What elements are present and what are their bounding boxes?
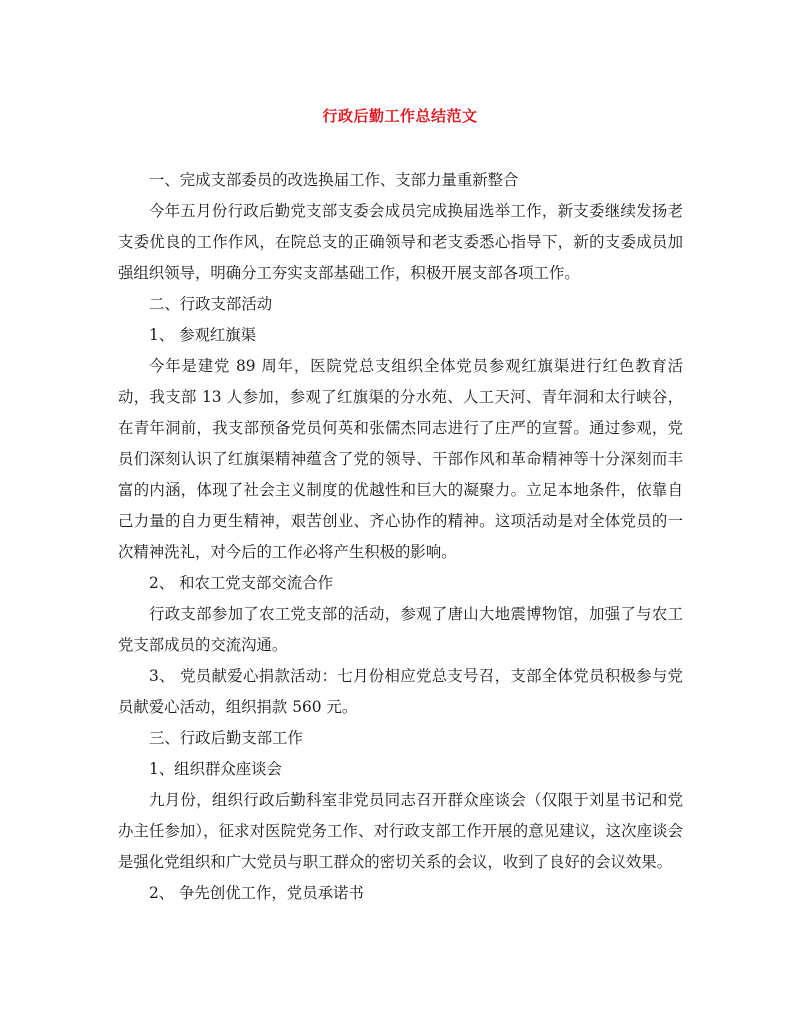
heading-section-2: 二、行政支部活动 bbox=[149, 295, 273, 313]
document-body bbox=[118, 165, 683, 909]
paragraph-exchange: 行政支部参加了农工党支部的活动，参观了唐山大地震博物馆，加强了与农工党支部成员的交流沟通。 bbox=[118, 605, 683, 654]
subheading-hongqiqu: 1、 参观红旗渠 bbox=[149, 326, 257, 344]
heading-section-1: 一、完成支部委员的改选换届工作、支部力量重新整合 bbox=[149, 171, 519, 189]
paragraph-donation: 3、 党员献爱心捐款活动：七月份相应党总支号召，支部全体党员积极参与党员献爱心活动，组织捐款 560 元。 bbox=[118, 667, 683, 716]
paragraph-hongqiqu-visit: 今年是建党 89 周年，医院党总支组织全体党员参观红旗渠进行红色教育活动，我支部 13 人参加，参观了红旗渠的分水苑、人工天河、青年洞和太行峡谷，在青年洞前，我支部预备党员何英和张儒杰同志进行了庄严的宣誓。通过参观，党员们深刻认识了红旗渠精神蕴含了党的领导、干部作风和革命精神等十分深刻而丰富的内涵，体现了社会主义制度的优越性和巨大的凝聚力。立足本地条件，依靠自己力量的自力更生精神，艰苦创业、齐心协作的精神。这项活动是对全体党员的一次精神洗礼，对今后的工作必将产生积极的影响。 bbox=[118, 357, 683, 561]
paragraph-committee-election: 今年五月份行政后勤党支部支委会成员完成换届选举工作，新支委继续发扬老支委优良的工作作风，在院总支的正确领导和老支委悉心指导下，新的支委成员加强组织领导，明确分工夯实支部基础工作，积极开展支部各项工作。 bbox=[118, 202, 683, 282]
document-title: 行政后勤工作总结范文 bbox=[322, 107, 478, 125]
heading-section-3: 三、行政后勤支部工作 bbox=[149, 729, 303, 747]
subheading-symposium: 1、组织群众座谈会 bbox=[149, 760, 282, 778]
paragraph-symposium: 九月份，组织行政后勤科室非党员同志召开群众座谈会（仅限于刘星书记和党办主任参加），征求对医院党务工作、对行政支部工作开展的意见建议，这次座谈会是强化党组织和广大党员与职工群众的密切关系的会议，收到了良好的会议效果。 bbox=[118, 791, 683, 871]
subheading-excellence: 2、 争先创优工作，党员承诺书 bbox=[149, 884, 364, 902]
subheading-exchange: 2、 和农工党支部交流合作 bbox=[149, 574, 333, 592]
